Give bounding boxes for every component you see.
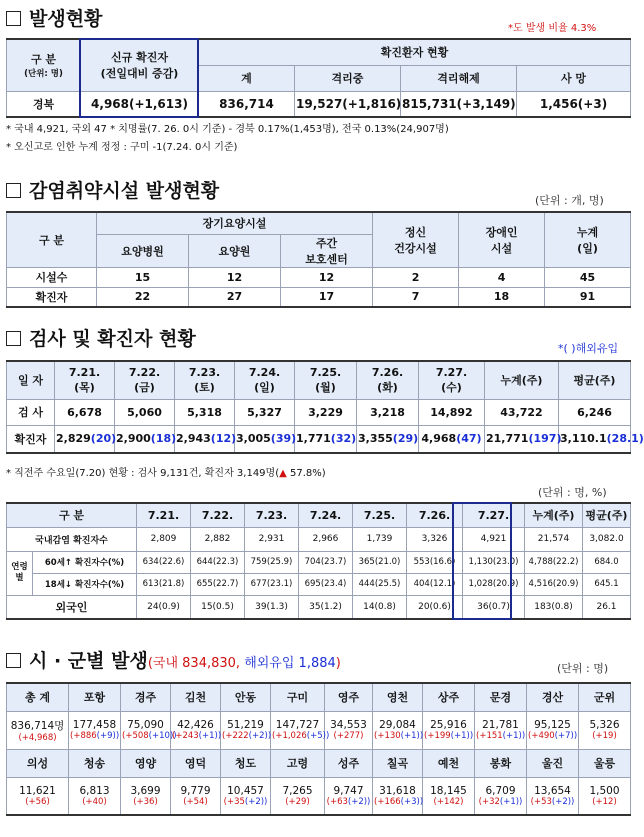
header-gubun-label: 구 분 [30, 53, 57, 67]
header-date: 일 자 [7, 361, 55, 399]
header-ltc: 장기요양시설 [97, 212, 373, 234]
city-name: 안동 [221, 683, 271, 711]
row-label-confirmed3: 확진자 [7, 425, 55, 453]
city-daily-change: (+29) [285, 796, 310, 807]
checkbox-square-icon [6, 11, 21, 26]
header-mental-line2: 건강시설 [394, 241, 437, 255]
city-value [121, 777, 171, 815]
occurrence-table [6, 38, 631, 118]
unit-note-city: (단위 : 명) [557, 662, 609, 675]
cell-over60: 553(16.6) [407, 551, 463, 573]
cell-under18: 695(23.4) [299, 573, 353, 595]
city-value [7, 777, 69, 815]
city-name: 포항 [69, 683, 121, 711]
city-cumulative: 31,618 [379, 784, 416, 797]
city-value [579, 777, 631, 815]
header-date-0724: 7.24. (일) [235, 361, 295, 399]
city-daily-change: (+886(+9)) [70, 731, 120, 741]
row-label-over60: 60세↑ 확진자수(%) [33, 551, 137, 573]
cell-tests: 5,060 [115, 399, 175, 425]
table-row-foreigner [7, 595, 631, 619]
cell-over60: 704(23.7) [299, 551, 353, 573]
city-cumulative: 1,500 [589, 784, 620, 797]
cell-domestic: 2,931 [245, 527, 299, 551]
row-label-gyeongbuk: 경북 [7, 91, 81, 117]
header-released: 격리해제 [401, 65, 517, 91]
cell-confirmed: 1,771(32) [295, 425, 357, 453]
cell-under18: 444(25.5) [353, 573, 407, 595]
section-title-tests: 검사 및 확진자 현황 [6, 324, 196, 351]
city-value [171, 711, 221, 749]
header-total-daily-line2: (일) [577, 241, 598, 255]
cell-confirmed: 2,829(20) [55, 425, 115, 453]
city-cumulative: 75,090 [127, 719, 164, 731]
row-label-domestic: 국내감염 확진자수 [7, 527, 137, 551]
city-value [325, 711, 373, 749]
city-value [121, 711, 177, 749]
city-cumulative: 29,084 [379, 719, 416, 731]
city-cumulative: 9,747 [333, 784, 364, 797]
cell-confirmed-avg: 3,110.1(28.1) [559, 425, 631, 453]
checkbox-square-icon [6, 653, 21, 668]
section-title-occurrence: 발생현황 [6, 4, 102, 31]
cell-facilities-disabled: 4 [459, 267, 545, 287]
city-value [271, 777, 325, 815]
city-name: 상주 [423, 683, 475, 711]
cell-confirmed-hospital: 22 [97, 287, 189, 307]
cell-tests-cum: 43,722 [485, 399, 559, 425]
cell-over60: 759(25.9) [245, 551, 299, 573]
cell-over60: 644(22.3) [191, 551, 245, 573]
cell-under18-avg: 645.1 [583, 573, 631, 595]
city-daily-change: (+243(+1)) [172, 731, 222, 741]
cell-tests-avg: 6,246 [559, 399, 631, 425]
cell-confirmed-cum: 21,771(197) [485, 425, 559, 453]
city-daily-change: (+32(+1)) [478, 796, 523, 807]
cell-over60-cum: 4,788(22.2) [525, 551, 583, 573]
header-isolating: 격리중 [295, 65, 401, 91]
city-name: 영덕 [171, 749, 221, 777]
cell-under18: 677(23.1) [245, 573, 299, 595]
cell-total: 836,714 [199, 91, 295, 117]
header-gubun [7, 39, 81, 91]
city-cumulative: 21,781 [482, 719, 519, 731]
city-name: 경주 [121, 683, 171, 711]
cell-foreigner: 14(0.8) [353, 595, 407, 619]
city-cumulative: 9,779 [180, 784, 211, 797]
header-total-daily-line1: 누계 [576, 225, 599, 239]
row-label-age: 연령별 [7, 551, 33, 595]
unit-note-vulnerable: (단위 : 개, 명) [535, 194, 604, 207]
cell-over60: 634(22.6) [137, 551, 191, 573]
city-daily-change: (+277) [333, 731, 364, 741]
cell-tests: 5,327 [235, 399, 295, 425]
header-weekly-avg: 평균(주) [559, 361, 631, 399]
header-mental-line1: 정신 [404, 225, 427, 239]
cell-confirmed: 2,900(18) [115, 425, 175, 453]
header-date4: 7.24. [299, 503, 353, 527]
cell-domestic: 4,921 [463, 527, 525, 551]
header-disabled [459, 212, 545, 267]
cell-foreigner-avg: 26.1 [583, 595, 631, 619]
city-name: 경산 [527, 683, 579, 711]
city-cumulative: 42,426 [177, 719, 214, 731]
cell-domestic-cum: 21,574 [525, 527, 583, 551]
header-date-0726: 7.26. (화) [357, 361, 419, 399]
city-daily-change: (+54) [183, 796, 208, 807]
cell-facilities-daycare: 12 [281, 267, 373, 287]
city-daily-change: (+1,026(+5)) [272, 731, 330, 741]
city-subtitle-domestic: (국내 834,830, [147, 656, 245, 671]
cell-confirmed-nursing: 27 [189, 287, 281, 307]
city-cumulative: 177,458 [72, 719, 117, 731]
header-gubun2: 구 분 [7, 212, 97, 267]
tests-table [6, 360, 644, 454]
city-subtitle-foreign: 해외유입 1,884 [244, 656, 336, 671]
cell-under18: 655(22.7) [191, 573, 245, 595]
table-row-tests [7, 399, 631, 425]
header-disabled-line2: 시설 [490, 241, 513, 255]
cell-tests: 3,218 [357, 399, 419, 425]
cell-tests: 14,892 [419, 399, 485, 425]
cell-facilities-hospital: 15 [97, 267, 189, 287]
city-daily-change: (+508(+10)) [122, 731, 177, 741]
header-date-0721: 7.21. (목) [55, 361, 115, 399]
city-daily-change: (+40) [82, 796, 107, 807]
cell-confirmed-disabled: 18 [459, 287, 545, 307]
table-row-under18 [7, 573, 631, 595]
header-date4: 7.21. [137, 503, 191, 527]
row-label-confirmed: 확진자 [7, 287, 97, 307]
city-cumulative: 11,621 [19, 784, 56, 797]
header-weekly-cum4: 누계(주) [525, 503, 583, 527]
city-value [171, 777, 221, 815]
city-name: 성주 [325, 749, 373, 777]
city-value [423, 777, 475, 815]
city-daily-change: (+151(+1)) [476, 731, 526, 741]
header-new-cases-line1: 신규 확진자 [111, 51, 168, 65]
city-cumulative: 25,916 [430, 719, 467, 731]
city-value [325, 777, 373, 815]
city-value [7, 711, 69, 749]
city-value [475, 711, 527, 749]
up-triangle-icon: ▲ [279, 468, 287, 479]
header-total-daily [545, 212, 631, 267]
city-daily-change: (+142) [433, 796, 464, 807]
city-daily-change: (+222(+2)) [222, 731, 272, 741]
city-daily-change: (+36) [133, 796, 158, 807]
cell-over60-avg: 684.0 [583, 551, 631, 573]
cell-domestic: 1,739 [353, 527, 407, 551]
cell-tests: 3,229 [295, 399, 357, 425]
cell-domestic: 3,326 [407, 527, 463, 551]
city-name: 고령 [271, 749, 325, 777]
header-hospital: 요양병원 [97, 234, 189, 267]
header-nursing-home: 요양원 [189, 234, 281, 267]
city-cumulative: 7,265 [282, 784, 313, 797]
header-total: 계 [199, 65, 295, 91]
city-name: 청도 [221, 749, 271, 777]
header-gubun4: 구 분 [7, 503, 137, 527]
cell-foreigner: 36(0.7) [463, 595, 525, 619]
header-mental [373, 212, 459, 267]
header-date4: 7.26. [407, 503, 463, 527]
city-name: 문경 [475, 683, 527, 711]
ratio-note: *도 발생 비율 4.3% [508, 23, 597, 34]
cell-new-cases: 4,968(+1,613) [81, 91, 199, 117]
header-deaths: 사 망 [517, 65, 631, 91]
city-cumulative: 147,727 [275, 719, 320, 731]
header-date4: 7.27. [463, 503, 525, 527]
cell-foreigner-cum: 183(0.8) [525, 595, 583, 619]
header-day-care [281, 234, 373, 267]
city-cumulative: 836,714명 [10, 719, 65, 732]
row-label-under18: 18세↓ 확진자수(%) [33, 573, 137, 595]
city-value [221, 777, 271, 815]
cell-foreigner: 24(0.9) [137, 595, 191, 619]
cell-confirmed: 2,943(12) [175, 425, 235, 453]
header-day-care-line1: 주간 [315, 236, 338, 250]
city-cumulative: 10,457 [227, 784, 264, 797]
city-cumulative: 51,219 [227, 719, 264, 731]
city-name: 칠곡 [373, 749, 423, 777]
cell-confirmed: 3,355(29) [357, 425, 419, 453]
city-value [527, 777, 579, 815]
row-label-facilities: 시설수 [7, 267, 97, 287]
header-date-0725: 7.25. (월) [295, 361, 357, 399]
cell-confirmed: 3,005(39) [235, 425, 295, 453]
cell-tests: 5,318 [175, 399, 235, 425]
city-cumulative: 5,326 [589, 719, 620, 731]
cell-released: 815,731(+3,149) [401, 91, 517, 117]
cell-facilities-nursing: 12 [189, 267, 281, 287]
cell-under18-cum: 4,516(20.9) [525, 573, 583, 595]
city-value [579, 711, 631, 749]
city-table [6, 682, 631, 816]
cell-confirmed-mental: 7 [373, 287, 459, 307]
city-daily-change: (+35(+2)) [223, 796, 268, 807]
header-date-0723: 7.23. (토) [175, 361, 235, 399]
city-cumulative: 95,125 [534, 719, 571, 731]
cell-foreigner: 39(1.3) [245, 595, 299, 619]
city-name: 김천 [171, 683, 221, 711]
city-value [423, 711, 475, 749]
city-value [527, 711, 579, 749]
header-gubun-unit: (단위: 명) [24, 69, 63, 80]
city-name: 영천 [373, 683, 423, 711]
city-name: 군위 [579, 683, 631, 711]
city-daily-change: (+130(+1)) [374, 731, 424, 741]
table-row-domestic [7, 527, 631, 551]
row-label-foreigner: 외국인 [7, 595, 137, 619]
city-cumulative: 13,654 [534, 784, 571, 797]
vulnerable-table [6, 211, 631, 308]
city-daily-change: (+490(+7)) [528, 731, 578, 741]
city-name: 예천 [423, 749, 475, 777]
cell-over60: 1,130(23.0) [463, 551, 525, 573]
cell-domestic: 2,966 [299, 527, 353, 551]
city-name: 영양 [121, 749, 171, 777]
city-daily-change: (+53(+2)) [530, 796, 575, 807]
section-title-vulnerable: 감염취약시설 발생현황 [6, 176, 219, 203]
city-value [373, 711, 423, 749]
cell-confirmed: 4,968(47) [419, 425, 485, 453]
cell-tests: 6,678 [55, 399, 115, 425]
city-value [69, 777, 121, 815]
header-date4: 7.22. [191, 503, 245, 527]
note-correction: * 오신고로 인한 누계 정정 : 구미 -1(7.24. 0시 기준) [6, 142, 238, 153]
city-name: 울릉 [579, 749, 631, 777]
header-date4: 7.23. [245, 503, 299, 527]
cell-under18: 404(12.1) [407, 573, 463, 595]
header-new-cases-line2: (전일대비 증감) [100, 67, 179, 81]
table-row-over60 [7, 551, 631, 573]
prev-week-note: * 직전주 수요일(7.20) 현황 : 검사 9,131건, 확진자 3,149명(▲ 57.8%) [6, 468, 326, 479]
city-cumulative: 3,699 [130, 784, 161, 797]
note-domestic-fatality: * 국내 4,921, 국외 47 * 치명률(7. 26. 0시 기준) - 경북 0.17%(1,453명), 전국 0.13%(24,907명) [6, 124, 449, 135]
cell-isolating: 19,527(+1,816) [295, 91, 401, 117]
header-weekly-avg4: 평균(주) [583, 503, 631, 527]
city-value [475, 777, 527, 815]
cell-over60: 365(21.0) [353, 551, 407, 573]
cell-under18: 613(21.8) [137, 573, 191, 595]
cell-under18: 1,028(20.9) [463, 573, 525, 595]
city-daily-change: (+12) [592, 796, 617, 807]
city-cumulative: 18,145 [430, 784, 467, 797]
cell-deaths: 1,456(+3) [517, 91, 631, 117]
section-title-city: 시 · 군별 발생(국내 834,830, 해외유입 1,884) [6, 646, 341, 673]
checkbox-square-icon [6, 331, 21, 346]
foreign-note: *( )해외유입 [558, 342, 619, 355]
cell-facilities-total: 45 [545, 267, 631, 287]
cell-domestic: 2,809 [137, 527, 191, 551]
city-name: 의성 [7, 749, 69, 777]
city-value [271, 711, 330, 749]
city-cumulative: 34,553 [330, 719, 367, 731]
city-cumulative: 6,813 [79, 784, 110, 797]
cell-foreigner: 20(0.6) [407, 595, 463, 619]
city-name: 울진 [527, 749, 579, 777]
header-day-care-line2: 보호센터 [305, 252, 348, 266]
checkbox-square-icon [6, 183, 21, 198]
header-date4: 7.25. [353, 503, 407, 527]
age-table [6, 502, 631, 620]
header-disabled-line1: 장애인 [485, 225, 518, 239]
cell-foreigner: 15(0.5) [191, 595, 245, 619]
city-name: 청송 [69, 749, 121, 777]
city-daily-change: (+166(+3)) [374, 796, 424, 807]
city-daily-change: (+19) [592, 731, 617, 741]
header-weekly-cum: 누계(주) [485, 361, 559, 399]
table-row-confirmed [7, 425, 631, 453]
row-label-tests: 검 사 [7, 399, 55, 425]
city-daily-change: (+4,968) [18, 732, 57, 743]
header-date-0727: 7.27. (수) [419, 361, 485, 399]
cell-confirmed-daycare: 17 [281, 287, 373, 307]
header-new-cases [81, 39, 199, 91]
city-daily-change: (+56) [25, 796, 50, 807]
cell-confirmed-total: 91 [545, 287, 631, 307]
city-name: 총 계 [7, 683, 69, 711]
cell-foreigner: 35(1.2) [299, 595, 353, 619]
cell-facilities-mental: 2 [373, 267, 459, 287]
city-value [221, 711, 271, 749]
city-name: 영주 [325, 683, 373, 711]
city-cumulative: 6,709 [485, 784, 516, 797]
city-value [69, 711, 121, 749]
header-date-0722: 7.22. (금) [115, 361, 175, 399]
unit-note-age: (단위 : 명, %) [538, 486, 607, 499]
city-daily-change: (+199(+1)) [424, 731, 474, 741]
city-name: 구미 [271, 683, 325, 711]
city-name: 봉화 [475, 749, 527, 777]
city-value [373, 777, 423, 815]
header-status: 확진환자 현황 [199, 39, 631, 65]
cell-domestic-avg: 3,082.0 [583, 527, 631, 551]
cell-domestic: 2,882 [191, 527, 245, 551]
city-daily-change: (+63(+2)) [326, 796, 371, 807]
